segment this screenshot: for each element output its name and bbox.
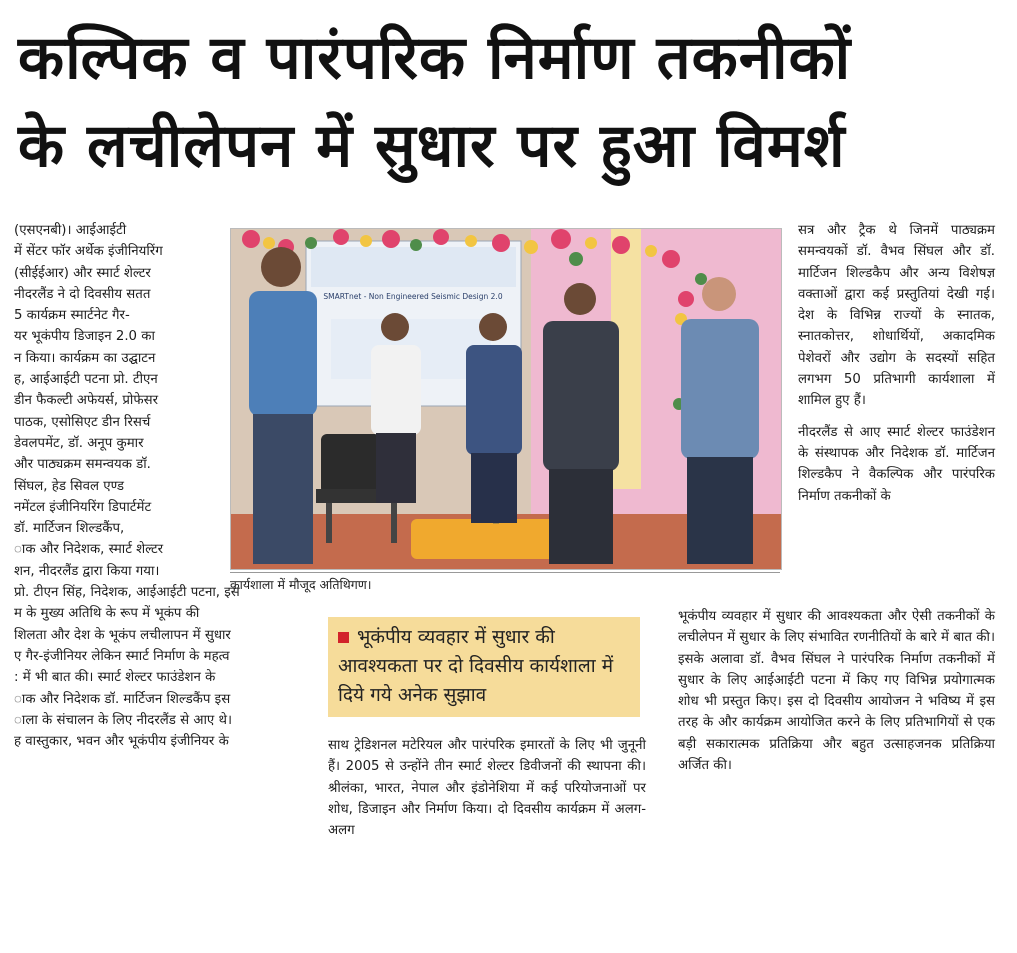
middle-column xyxy=(328,735,646,841)
left-column-line: 5 कार्यक्रम स्मार्टनेट गैर- xyxy=(14,308,130,324)
left-column-line: (एसएनबी)। आईआईटी xyxy=(14,223,127,238)
left-column-line: ह वास्तुकार, भवन और भूकंपीय इंजीनियर के xyxy=(14,734,229,750)
banner-text: SMARTnet - Non Engineered Seismic Design 2.0 xyxy=(323,292,503,301)
left-column-line: ह, आईआईटी पटना प्रो. टीएन xyxy=(14,372,158,388)
left-column-line: और पाठ्यक्रम समन्वयक डॉ. xyxy=(14,457,151,473)
left-column-line: नीदरलैंड ने दो दिवसीय सतत xyxy=(14,286,151,302)
photo-illustration xyxy=(231,229,781,569)
left-column-line: ाला के संचालन के लिए नीदरलैंड से आए थे। xyxy=(14,712,233,728)
pull-quote-text: भूकंपीय व्यवहार में सुधार की आवश्यकता पर दो दिवसीय कार्यशाला में दिये गये अनेक सुझाव xyxy=(338,626,614,706)
left-column-line: में सेंटर फॉर अर्थेक इंजीनियरिंग xyxy=(14,244,163,260)
left-column-line: ए गैर-इंजीनियर लेकिन स्मार्ट निर्माण के महत्व xyxy=(14,648,230,664)
left-column-line: पाठक, एसोसिएट डीन रिसर्च xyxy=(14,414,151,430)
left-column-line: (सीईईआर) और स्मार्ट शेल्टर xyxy=(14,265,151,281)
left-column-line: ाक और निदेशक, स्मार्ट शेल्टर xyxy=(14,542,164,558)
left-column-line: डीन फैकल्टी अफेयर्स, प्रोफेसर xyxy=(14,393,159,409)
headline xyxy=(18,14,1003,190)
headline-line-1: कल्पिक व पारंपरिक निर्माण तकनीकों xyxy=(18,23,852,93)
left-column-line: म के मुख्य अतिथि के रूप में भूकंप की xyxy=(14,606,200,622)
headline-line-2: के लचीलेपन में सुधार पर हुआ विमर्श xyxy=(18,111,846,181)
left-column-line: डॉ. मार्टिजन शिल्डकैंप, xyxy=(14,521,125,537)
middle-paragraph: साथ ट्रेडिशनल मटेरियल और पारंपरिक इमारतों के लिए भी जुनूनी हैं। 2005 से उन्होंने तीन स्मार्ट शेल्टर डिवीजनों की स्थापना की। श्रीलंका, भारत, नेपाल और इंडोनेशिया में कई परियोजनाओं पर शोध, डिजाइन और निर्माण किया। दो दिवसीय कार्यक्रम में अलग-अलग xyxy=(328,738,646,839)
left-column-line: शिलता और देश के भूकंप लचीलापन में सुधार xyxy=(14,627,231,643)
pull-quote xyxy=(328,617,640,717)
right-column-continued xyxy=(678,606,995,776)
right-column xyxy=(798,220,995,507)
left-column-line: प्रो. टीएन सिंह, निदेशक, आईआईटी पटना, इस xyxy=(14,585,240,601)
left-column-line: न किया। कार्यक्रम का उद्घाटन xyxy=(14,350,156,366)
left-column-line: यर भूकंपीय डिजाइन 2.0 का xyxy=(14,329,155,345)
left-column-line: नमेंटल इंजीनियरिंग डिपार्टमेंट xyxy=(14,499,152,515)
right-paragraph-2: नीदरलैंड से आए स्मार्ट शेल्टर फाउंडेशन के संस्थापक और निदेशक डॉ. मार्टिजन शिल्डकैप ने वैकल्पिक और पारंपरिक निर्माण तकनीकों के xyxy=(798,424,995,504)
red-bullet-icon xyxy=(338,632,349,643)
left-column-line: सिंघल, हेड सिवल एण्ड xyxy=(14,478,125,494)
right-paragraph-1: सत्र और ट्रैक थे जिनमें पाठ्यक्रम समन्वयकों डॉ. वैभव सिंघल और डॉ. मार्टिजन शिल्डकैप और अन्य विशेषज्ञ वक्ताओं द्वारा कई प्रस्तुतियां देखी गई। देश के विभिन्न राज्यों के स्नातक, स्नातकोत्तर, शोधार्थियों, अकादमिक पेशेवरों और उद्योग के सदस्यों सहित लगभग 50 प्रतिभागी कार्यशाला में शामिल हुए हैं। xyxy=(798,223,995,409)
right-paragraph-2-continued: भूकंपीय व्यवहार में सुधार की आवश्यकता और ऐसी तकनीकों के लचीलेपन में सुधार के लिए संभावित रणनीतियों के बारे में बात की। इसके अलावा डॉ. वैभव सिंघल ने पारंपरिक निर्माण तकनीकों में सुधार के लिए आईआईटी पटना में किए गए विभिन्न प्रयोगात्मक शोध भी प्रस्तुत किए। इस दो दिवसीय आयोजन ने भविष्य में इस तरह के और कार्यक्रम आयोजित करने के लिए प्रतिभागियों से एक बड़ी सकारात्मक प्रतिक्रिया और बहुत उत्साहजनक प्रतिक्रिया अर्जित की। xyxy=(678,609,995,774)
event-photo xyxy=(230,228,782,570)
left-column-line: डेवलपमेंट, डॉ. अनूप कुमार xyxy=(14,435,144,451)
left-column-line: शन, नीदरलैंड द्वारा किया गया। xyxy=(14,563,160,579)
photo-caption: कार्यशाला में मौजूद अतिथिगण। xyxy=(230,572,780,593)
left-column-line: : में भी बात की। स्मार्ट शेल्टर फाउंडेशन के xyxy=(14,670,216,686)
left-column-line: ाक और निदेशक डॉ. मार्टिजन शिल्डकैंप इस xyxy=(14,691,231,707)
